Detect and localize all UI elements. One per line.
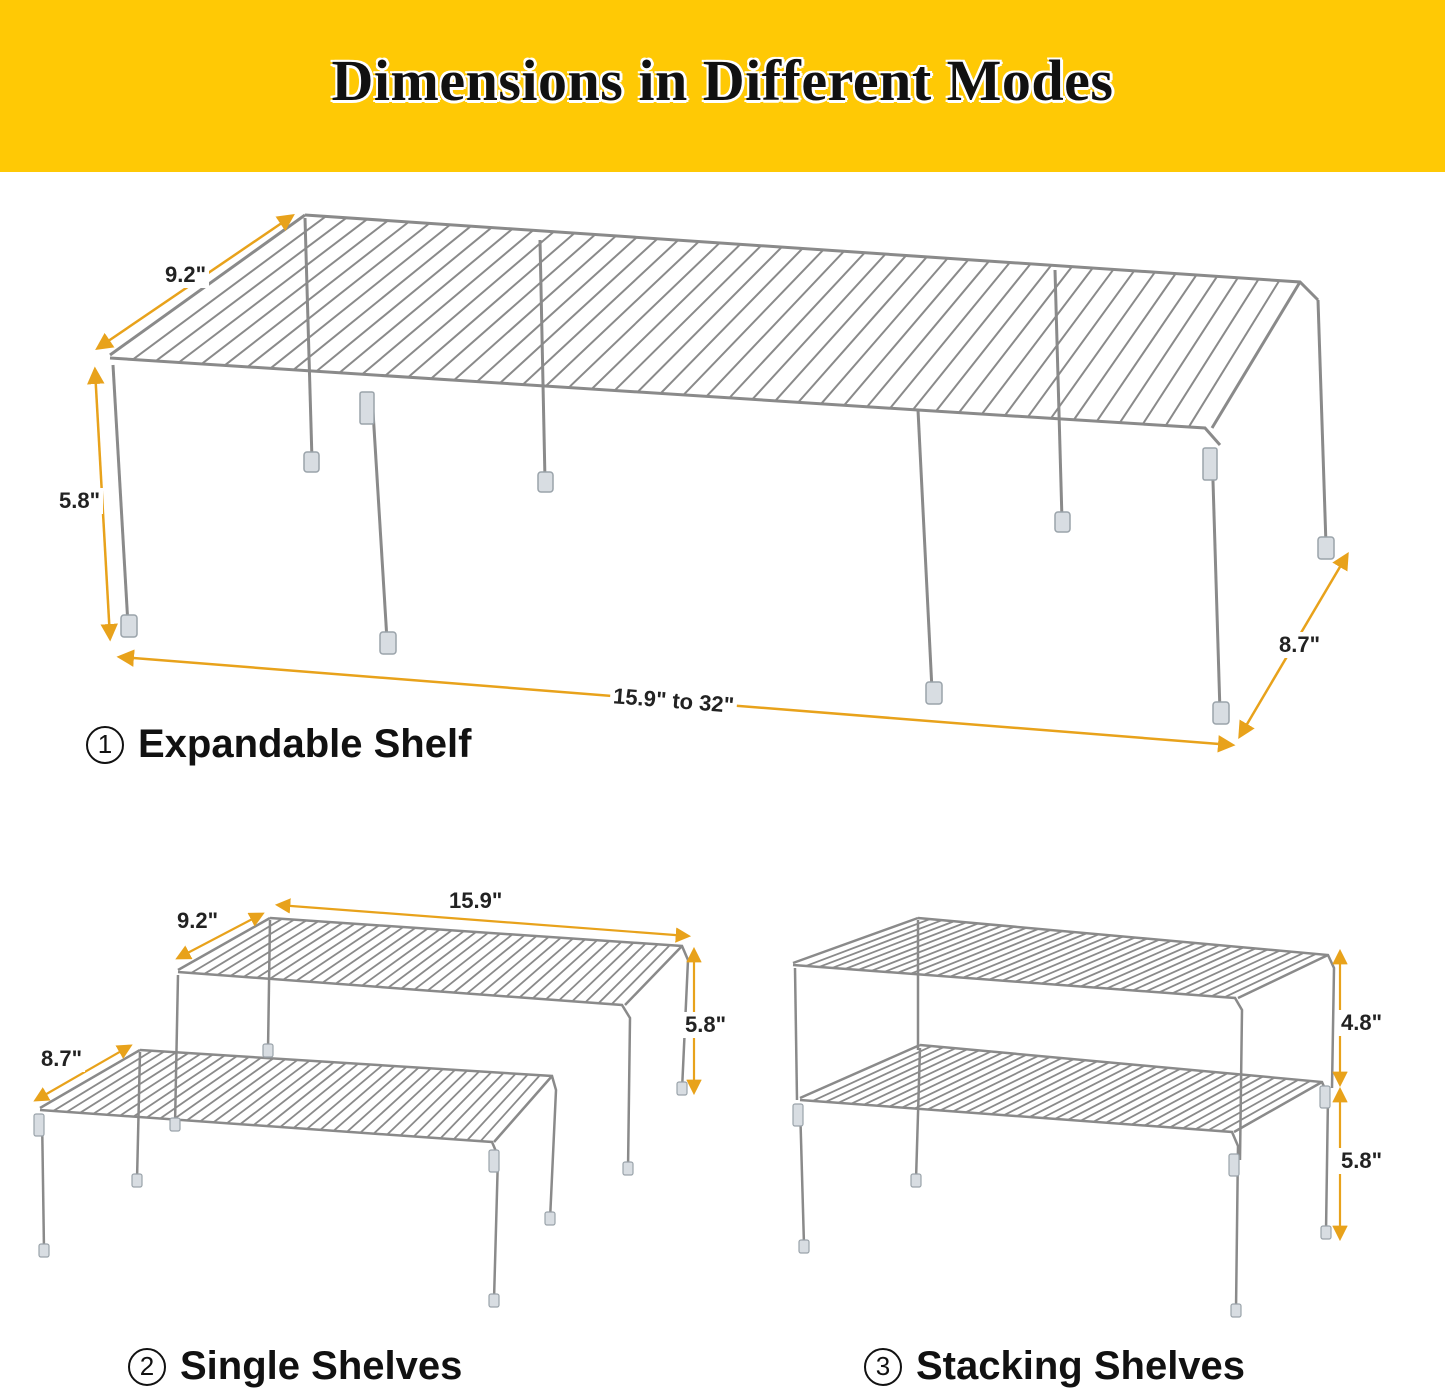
shelf-wire: [966, 1059, 1074, 1112]
shelf-wire: [494, 938, 561, 996]
shelf-wire: [877, 1052, 991, 1106]
shelf-wire: [1120, 276, 1217, 422]
shelf-wire: [414, 1071, 479, 1136]
shelf-wire: [441, 934, 512, 991]
shelf-wire: [1133, 946, 1231, 990]
shelf-wire: [940, 1057, 1050, 1110]
shelf-wire: [374, 1069, 443, 1133]
shelf-wire: [928, 1056, 1039, 1110]
banner-title: Dimensions in Different Modes: [331, 47, 1114, 113]
shelf-wire: [120, 1055, 213, 1116]
shelf-wire: [885, 926, 1003, 972]
shelf-wire: [915, 1055, 1027, 1109]
single-shelves-image: [40, 918, 688, 1300]
shelf-wire: [937, 930, 1051, 976]
shelf-wire: [1199, 952, 1292, 995]
caption-stacking-shelves: [864, 1344, 1245, 1389]
shelf-wire: [1120, 945, 1219, 989]
shelf-wire: [1159, 948, 1255, 992]
shelf-wire: [1132, 1073, 1228, 1124]
caption-number-1: 1: [86, 726, 124, 764]
shelf-wire: [408, 233, 574, 377]
shelf-wire: [454, 935, 524, 992]
shelf-wire: [294, 226, 471, 369]
shelf-wire: [864, 1050, 979, 1104]
shelf-wire: [387, 1070, 455, 1135]
shelf-wire: [911, 928, 1027, 974]
shelf-wire: [937, 265, 1052, 410]
shelf-wire: [1107, 944, 1207, 988]
shelf-wire: [179, 219, 367, 362]
shelf-wire: [1028, 271, 1134, 417]
shelf-wire: [231, 921, 319, 976]
shelf-wire: [467, 936, 536, 993]
shelf-wire: [441, 1073, 504, 1138]
shelf-wire: [477, 237, 636, 381]
dim-label-stacking-top-height: 4.8": [1338, 1010, 1385, 1036]
shelf-wire: [1119, 1072, 1215, 1123]
dim-label-single-small-depth: 8.7": [38, 1046, 85, 1072]
shelf-wire: [533, 940, 597, 998]
shelf-wire: [832, 921, 954, 968]
shelf-wire: [107, 1054, 201, 1115]
shelf-wire: [950, 931, 1063, 977]
shelf-wire: [147, 1056, 237, 1117]
shelf-wire: [1189, 281, 1279, 427]
shelf-wire: [480, 937, 548, 994]
shelf-wire: [889, 1053, 1002, 1107]
shelf-wire: [133, 1055, 224, 1116]
shelf-wire: [507, 939, 573, 997]
shelf-wire: [360, 1068, 430, 1132]
shelf-wire: [1173, 950, 1268, 994]
shelf-wire: [1183, 1078, 1275, 1129]
expandable-dimension-lines: [95, 216, 1347, 745]
shelf-wire: [523, 240, 678, 384]
shelf-wire: [467, 1074, 527, 1140]
expandable-shelf-image: [110, 215, 1326, 712]
shelf-wire: [1145, 1074, 1240, 1125]
shelf-wire: [898, 927, 1015, 973]
shelf-wire: [1208, 1080, 1298, 1130]
shelf-wire: [979, 1060, 1086, 1113]
shelf-feet: [121, 392, 1334, 724]
shelf-wire: [401, 1071, 468, 1136]
shelf-wire: [347, 1068, 419, 1132]
shelf-wire: [160, 1057, 249, 1119]
caption-single-shelves: [128, 1344, 462, 1389]
dim-label-expandable-height: 5.8": [56, 488, 103, 514]
shelf-wire: [1225, 954, 1316, 997]
shelf-wire: [1106, 1071, 1203, 1122]
shelf-wire: [1097, 275, 1196, 421]
caption-text-expandable-shelf: Expandable Shelf: [138, 722, 472, 766]
dim-label-expandable-width: 15.9" to 32": [609, 683, 738, 719]
shelf-wire: [1146, 947, 1243, 991]
shelf-wire: [1051, 272, 1155, 418]
shelf-wire: [363, 230, 533, 374]
shelf-wire: [1157, 1075, 1251, 1126]
caption-text-single-shelves: Single Shelves: [180, 1344, 463, 1388]
dim-label-expandable-depth-front: 8.7": [1276, 632, 1323, 658]
shelf-wire: [559, 942, 621, 1000]
shelf-wire: [1186, 951, 1280, 994]
shelf-wire: [217, 920, 306, 974]
shelf-wire: [914, 264, 1031, 409]
shelf-wire: [248, 223, 430, 366]
shelf-wire: [615, 246, 761, 390]
shelf-wire: [80, 1052, 176, 1113]
shelf-wire: [202, 221, 388, 364]
shelf-wire: [546, 242, 699, 386]
dim-label-expandable-depth-back: 9.2": [162, 262, 209, 288]
shelf-wire: [599, 944, 658, 1003]
shelf-wire: [924, 929, 1039, 975]
caption-text-stacking-shelves: Stacking Shelves: [916, 1344, 1246, 1388]
shelf-wire: [872, 925, 991, 971]
caption-number-3: 3: [864, 1348, 902, 1386]
shelf-wire: [1166, 279, 1258, 425]
shelf-wire: [819, 920, 942, 967]
shelf-wire: [891, 262, 1010, 407]
shelf-wire: [174, 1058, 262, 1120]
shelf-wire: [271, 225, 450, 368]
shelf-wire: [1170, 1077, 1263, 1128]
dim-label-stacking-bottom-height: 5.8": [1338, 1148, 1385, 1174]
shelf-wire: [1221, 1081, 1310, 1131]
dim-label-single-large-depth: 9.2": [174, 908, 221, 934]
caption-expandable-shelf: [86, 722, 471, 767]
dim-label-single-large-width: 15.9": [446, 888, 505, 914]
shelf-wire: [386, 232, 554, 376]
shelf-wire: [953, 1058, 1062, 1111]
shelf-wire: [638, 247, 782, 391]
dim-label-single-large-height: 5.8": [682, 1012, 729, 1038]
shelf-wire: [868, 261, 989, 406]
shelf-wire: [427, 1072, 491, 1137]
shelf-wire: [481, 1075, 540, 1141]
shelf-wire: [661, 249, 803, 394]
shelf-wire: [569, 243, 719, 387]
shelf-wire: [851, 1049, 967, 1103]
shelf-wire: [546, 941, 609, 999]
shelf-wire: [982, 268, 1092, 413]
stacking-shelves-image: [793, 918, 1334, 1310]
shelf-wire: [592, 244, 740, 388]
caption-number-2: 2: [128, 1348, 166, 1386]
shelf-wire: [1094, 943, 1195, 987]
shelf-wire: [845, 922, 966, 969]
shelf-wire: [520, 939, 585, 997]
shelf-wire: [500, 239, 657, 383]
